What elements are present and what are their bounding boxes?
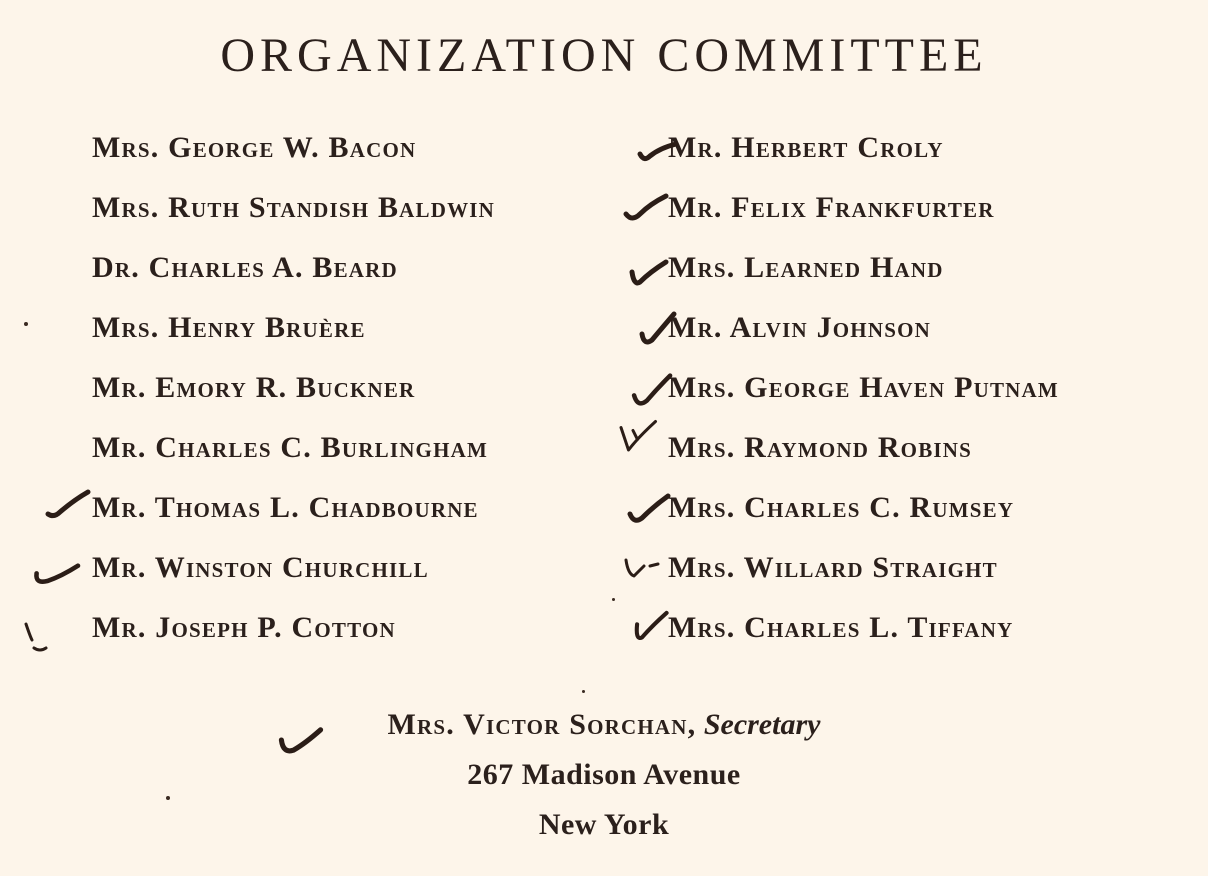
committee-member: Mr. Emory R. Buckner xyxy=(92,371,416,404)
committee-member: Mr. Charles C. Burlingham xyxy=(92,431,489,464)
secretary-role: Secretary xyxy=(703,708,821,741)
ink-speck xyxy=(582,690,585,693)
secretary-name: Mrs. Victor Sorchan, xyxy=(387,708,697,741)
check-mark-icon xyxy=(626,490,672,526)
committee-member: Dr. Charles A. Beard xyxy=(92,251,398,284)
committee-member: Mr. Joseph P. Cotton xyxy=(92,611,396,644)
committee-member: Mrs. Charles C. Rumsey xyxy=(668,491,1015,524)
right-name-column xyxy=(668,120,1059,660)
committee-member: Mr. Winston Churchill xyxy=(92,551,429,584)
ink-speck xyxy=(612,598,615,601)
secretary-address: 267 Madison Avenue xyxy=(467,758,741,791)
check-mark-icon xyxy=(32,550,78,586)
check-mark-icon xyxy=(628,608,674,644)
check-mark-icon xyxy=(626,254,672,290)
committee-member: Mrs. Charles L. Tiffany xyxy=(668,611,1014,644)
committee-member: Mrs. Raymond Robins xyxy=(668,431,973,464)
committee-member: Mrs. George Haven Putnam xyxy=(668,371,1059,404)
committee-member: Mr. Felix Frankfurter xyxy=(668,191,995,224)
committee-member: Mrs. George W. Bacon xyxy=(92,131,417,164)
committee-member: Mr. Herbert Croly xyxy=(668,131,944,164)
left-name-column xyxy=(92,120,495,660)
check-mark-icon xyxy=(622,192,668,228)
committee-member: Mr. Thomas L. Chadbourne xyxy=(92,491,479,524)
check-mark-icon xyxy=(636,134,682,170)
page-title: ORGANIZATION COMMITTEE xyxy=(220,29,988,82)
check-mark-icon xyxy=(630,372,676,408)
check-mark-icon xyxy=(620,556,666,592)
check-mark-icon xyxy=(616,420,662,456)
committee-member: Mrs. Learned Hand xyxy=(668,251,944,284)
secretary-line xyxy=(0,700,1208,750)
committee-member: Mrs. Willard Straight xyxy=(668,551,998,584)
secretary-block xyxy=(0,700,1208,850)
ink-speck xyxy=(166,796,170,800)
committee-member: Mrs. Henry Bruère xyxy=(92,311,366,344)
check-mark-icon xyxy=(638,312,684,348)
committee-member: Mrs. Ruth Standish Baldwin xyxy=(92,191,496,224)
check-mark-icon xyxy=(44,488,90,524)
check-mark-icon xyxy=(22,618,52,654)
committee-member: Mr. Alvin Johnson xyxy=(668,311,931,344)
ink-speck xyxy=(24,322,28,326)
secretary-city: New York xyxy=(538,808,670,841)
